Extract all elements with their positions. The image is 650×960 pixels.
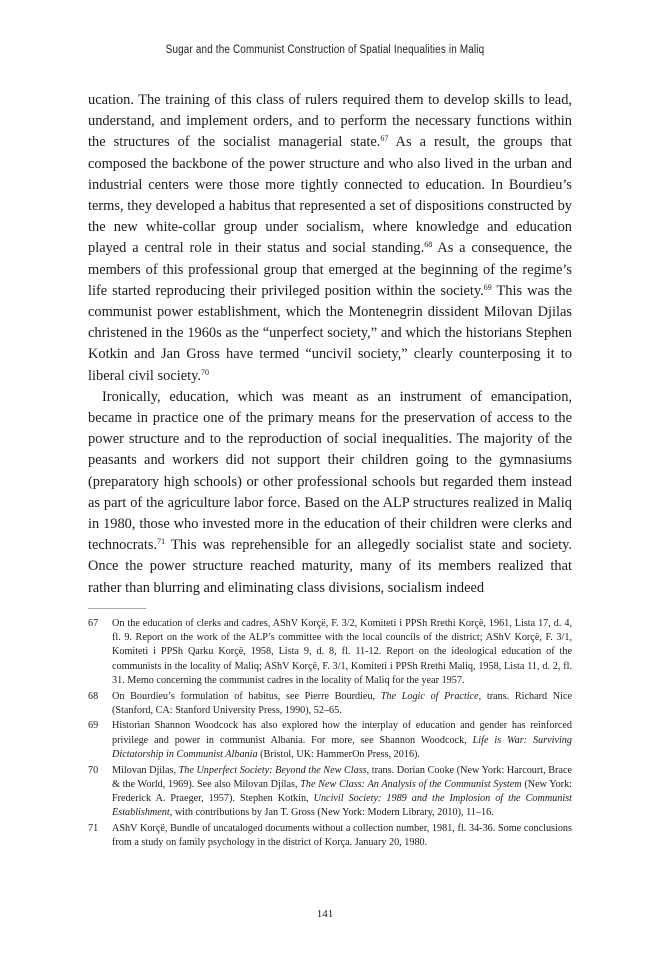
running-head: Sugar and the Communist Construction of Spatial Inequalities in Maliq [165, 44, 485, 56]
text-run: AShV Korçë, Bundle of uncataloged documents without a collection number, 1981, fl. 34-36. Some conclusions from a study on family psychology in the district of Korça. January 20, 1980. [112, 822, 572, 849]
italic-title: Uncivil Society: 1989 and the Implosion of the Communist Establishment [112, 792, 572, 819]
text-run: (New York: Frederick A. Praeger, 1957). Stephen Kotkin, [112, 778, 572, 804]
italic-title: The New Class: An Analysis of the Communist System [300, 778, 522, 790]
footnote-ref[interactable]: 67 [380, 134, 389, 144]
text-run: As a result, the groups that composed the backbone of the power structure and who also lived in the urban and industrial centers were those more tightly connected to education. In Bourdieu’s terms, they developed a habitus that represented a set of dispositions constructed by the new white-collar group under socialism, where knowledge and education played a central role in their status and social standing. [88, 134, 572, 257]
footnote-ref[interactable]: 68 [424, 240, 433, 250]
text-run: Milovan Djilas, [112, 764, 179, 776]
footnote-number: 68 [88, 690, 99, 702]
footnote-ref[interactable]: 70 [200, 367, 209, 377]
page-number: 141 [316, 908, 334, 920]
footnotes [88, 617, 572, 852]
footnote-number: 71 [88, 822, 99, 834]
text-run: , trans. Richard Nice (Stanford, CA: Stanford University Press, 1990), 52–65. [112, 690, 572, 716]
text-run: As a consequence, the members of this professional group that emerged at the beginning of the regime’s life started reproducing their privileged position within the society. [88, 240, 573, 299]
footnote [88, 764, 572, 821]
text-run: , with contributions by Jan T. Gross (New York: Modern Library, 2010), 11–16. [169, 807, 494, 819]
text-run: (Bristol, UK: HammerOn Press, 2016). [257, 748, 420, 760]
text-run: On Bourdieu’s formulation of habitus, see Pierre Bourdieu, [112, 690, 381, 702]
footnote-rule [88, 608, 146, 609]
text-run: Ironically, education, which was meant as an instrument of emancipation, became in practice one of the primary means for the preservation of access to the power structure and to the reproduction of social inequalities. The majority of the peasants and workers did not support their children going to the gymnasiums (preparatory high schools) or other professional schools but regarded them instead as part of the agriculture labor force. Based on the ALP structures realized in Maliq in 1980, those who invested more in the education of their children were clerks and technocrats. [88, 388, 572, 554]
footnote [88, 690, 572, 718]
italic-title: The Logic of Practice [380, 690, 479, 702]
footnote-ref[interactable]: 69 [483, 282, 492, 292]
text-run: Historian Shannon Woodcock has also explored how the interplay of education and gender has reinforced privilege and power in communist Albania. For more, see Shannon Woodcock, [112, 720, 572, 746]
text-run: This was the communist power establishment, which the Montenegrin dissident Milovan Djilas christened in the 1960s as the “unperfect society,” and which the historians Stephen Kotkin and Jan Gross have termed “uncivil society,” clearly counterposing it to liberal civil society. [88, 282, 573, 384]
text-run: ucation. The training of this class of rulers required them to develop skills to lead, understand, and implement orders, and to perform the necessary functions within the structures of the socialist managerial state. [88, 92, 572, 151]
text-run: This was reprehensible for an allegedly socialist state and society. Once the power structure reached maturity, many of its members realized that rather than blurring and eliminating class divisions, socialism indeed [88, 537, 572, 596]
footnote-ref[interactable]: 71 [157, 537, 166, 547]
footnote [88, 719, 572, 762]
italic-title: The Unperfect Society: Beyond the New Class [178, 764, 367, 776]
body-text [88, 90, 572, 599]
footnote [88, 617, 572, 688]
body-paragraph [88, 90, 572, 387]
footnote [88, 822, 572, 850]
body-paragraph [88, 387, 572, 599]
footnote-number: 70 [88, 764, 99, 776]
italic-title: Life is War: Surviving Dictatorship in Communist Albania [112, 734, 572, 760]
text-run: , trans. Dorian Cooke (New York: Harcourt, Brace & the World, 1969). See also Milovan Djilas, [112, 764, 573, 790]
text-run: On the education of clerks and cadres, AShV Korçë, F. 3/2, Komiteti i PPSh Rrethi Korçë, 1961, Lista 17, d. 4, fl. 9. Report on the work of the ALP’s committee with the local councils of the district; AShV Korçë, F. 3/1, Komiteti i PPSh Qarku Korçë, 1958, Lista 9, d. 8, fl. 11-12. Report on the ideological education of the communists in the locality of Maliq; AShV Korçë, F. 3/1, Komiteti i PPSh Rrethi Maliq, 1958, Lista 11, d. 2, fl. 31. Memo concerning the communist cadres in the locality of Maliq for the year 1957. [112, 618, 572, 686]
footnote-number: 69 [88, 720, 99, 732]
footnote-number: 67 [88, 618, 99, 629]
